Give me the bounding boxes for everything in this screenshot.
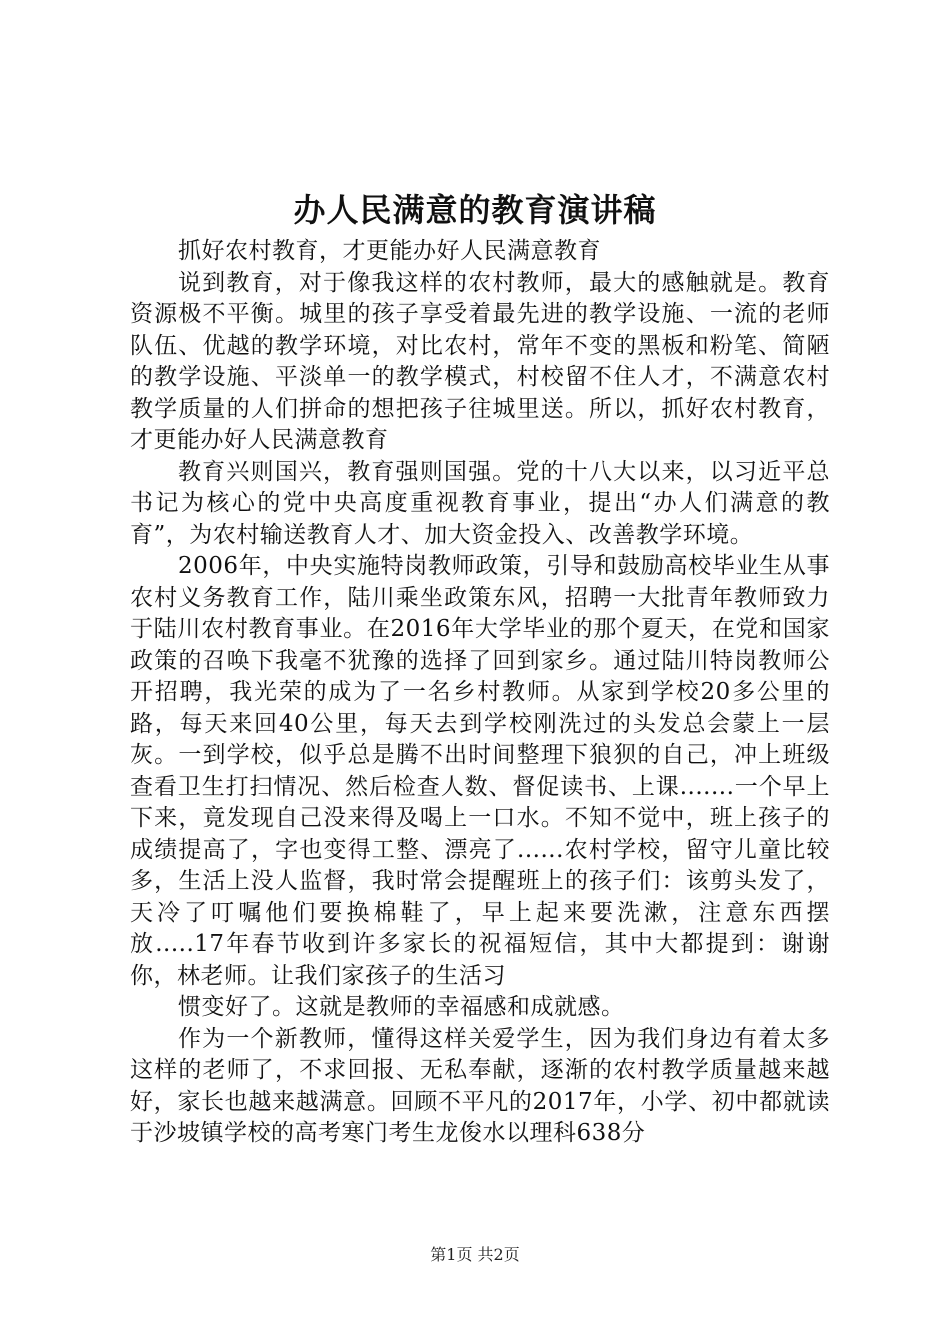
- paragraph: 2006年，中央实施特岗教师政策，引导和鼓励高校毕业生从事农村义务教育工作，陆川乘坐政策东风，招聘一大批青年教师致力于陆川农村教育事业。在2016年大学毕业的那个夏天，在党和国家政策的召唤下我毫不犹豫的选择了回到家乡。通过陆川特岗教师公开招聘，我光荣的成为了一名乡村教师。从家到学校20多公里的路，每天来回40公里，每天去到学校刚洗过的头发总会蒙上一层灰。一到学校，似乎总是腾不出时间整理下狼狈的自己，冲上班级查看卫生打扫情况、然后检查人数、督促读书、上课.......一个早上下来，竟发现自己没来得及喝上一口水。不知不觉中，班上孩子的成绩提高了，字也变得工整、漂亮了......农村学校，留守儿童比较多，生活上没人监督，我时常会提醒班上的孩子们：该剪头发了，天冷了叮嘱他们要换棉鞋了，早上起来要洗漱，注意东西摆放.....17年春节收到许多家长的祝福短信，其中大都提到：谢谢你，林老师。让我们家孩子的生活习: [130, 553, 830, 989]
- paragraph: 教育兴则国兴，教育强则国强。党的十八大以来，以习近平总书记为核心的党中央高度重视教育事业，提出“办人们满意的教育”，为农村输送教育人才、加大资金投入、改善教学环境。: [130, 458, 830, 548]
- paragraph: 说到教育，对于像我这样的农村教师，最大的感触就是。教育资源极不平衡。城里的孩子享受着最先进的教学设施、一流的老师队伍、优越的教学环境，对比农村，常年不变的黑板和粉笔、简陋的教学设施、平淡单一的教学模式，村校留不住人才，不满意农村教学质量的人们拼命的想把孩子往城里送。所以，抓好农村教育，才更能办好人民满意教育: [130, 269, 830, 453]
- paragraph: 作为一个新教师，懂得这样关爱学生，因为我们身边有着太多这样的老师了，不求回报、无私奉献，逐渐的农村教学质量越来越好，家长也越来越满意。回顾不平凡的2017年，小学、初中都就读于沙坡镇学校的高考寒门考生龙俊水以理科638分: [130, 1025, 830, 1146]
- document-title: 办人民满意的教育演讲稿: [293, 191, 657, 229]
- document-body: [130, 236, 830, 1150]
- paragraph: 惯变好了。这就是教师的幸福感和成就感。: [178, 994, 625, 1020]
- paragraph-subtitle: 抓好农村教育，才更能办好人民满意教育: [178, 238, 601, 264]
- page-number: 第1页 共2页: [430, 1245, 520, 1264]
